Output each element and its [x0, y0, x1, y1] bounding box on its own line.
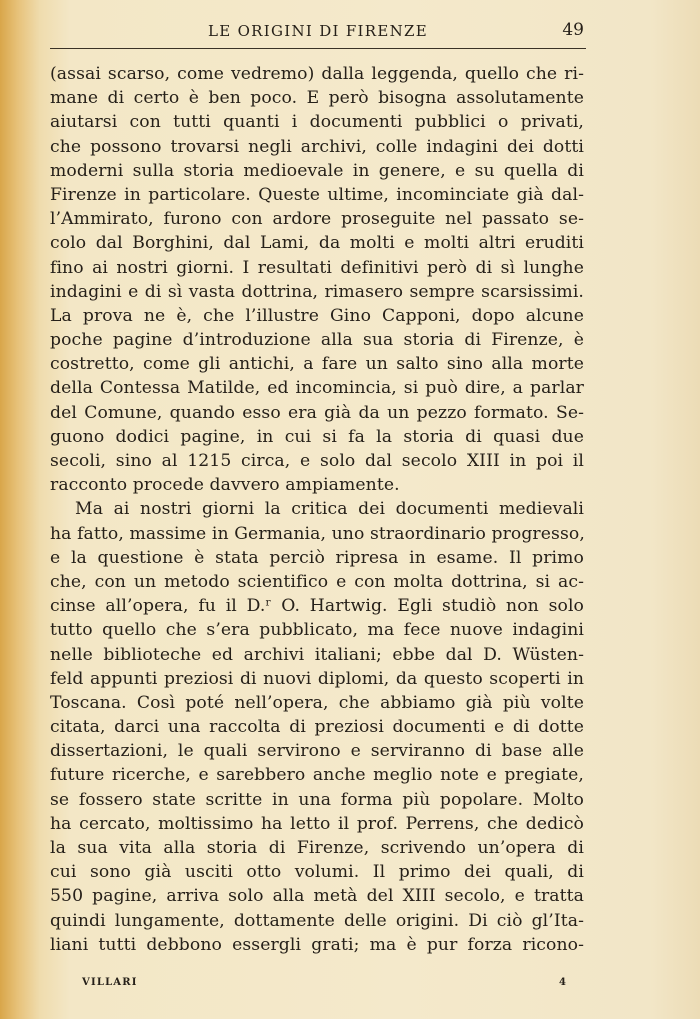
- text-line: l’Ammirato, furono con ardore proseguite nel passato se-: [50, 209, 584, 230]
- signature-number: 4: [559, 977, 566, 988]
- text-line: moderni sulla storia medioevale in genere, e su quella di: [50, 160, 584, 181]
- text-line: della Contessa Matilde, ed incomincia, si può dire, a parlar: [50, 378, 584, 399]
- text-line: cui sono già usciti otto volumi. Il primo dei quali, di: [50, 862, 584, 883]
- text-line: del Comune, quando esso era già da un pezzo formato. Se-: [50, 402, 584, 423]
- text-line: dissertazioni, le quali servirono e serviranno di base alle: [50, 741, 584, 762]
- body-text: [50, 62, 584, 957]
- text-line: Firenze in particolare. Queste ultime, incominciate già dal-: [50, 184, 584, 205]
- text-line: nelle biblioteche ed archivi italiani; ebbe dal D. Wüsten-: [50, 644, 584, 665]
- text-line: aiutarsi con tutti quanti i documenti pubblici o privati,: [50, 112, 584, 133]
- text-line: racconto procede davvero ampiamente.: [50, 475, 400, 496]
- text-line: ha cercato, moltissimo ha letto il prof. Perrens, che dedicò: [50, 813, 584, 834]
- text-line: fino ai nostri giorni. I resultati definitivi però di sì lunghe: [50, 257, 584, 278]
- running-title: LE ORIGINI DI FIRENZE: [207, 22, 428, 40]
- page-number: 49: [562, 20, 584, 40]
- text-line: liani tutti debbono essergli grati; ma è pur forza ricono-: [50, 934, 584, 955]
- text-line: costretto, come gli antichi, a fare un salto sino alla morte: [50, 354, 584, 375]
- text-line: Ma ai nostri giorni la critica dei documenti medievali: [75, 499, 584, 520]
- text-line: 550 pagine, arriva solo alla metà del XIII secolo, e tratta: [50, 886, 584, 907]
- text-line: e la questione è stata perciò ripresa in esame. Il primo: [50, 547, 584, 568]
- text-line: Toscana. Così poté nell’opera, che abbiamo già più volte: [50, 692, 584, 713]
- text-line: La prova ne è, che l’illustre Gino Capponi, dopo alcune: [50, 305, 584, 326]
- text-line: future ricerche, e sarebbero anche meglio note e pregiate,: [50, 765, 584, 786]
- text-line: ha fatto, massime in Germania, uno straordinario progresso,: [50, 523, 585, 544]
- text-line: la sua vita alla storia di Firenze, scrivendo un’opera di: [50, 838, 584, 858]
- text-line: se fossero state scritte in una forma più popolare. Molto: [50, 789, 584, 810]
- text-line: secoli, sino al 1215 circa, e solo dal secolo XIII in poi il: [50, 451, 584, 471]
- text-line: quindi lungamente, dottamente delle origini. Di ciò gl’Ita-: [50, 910, 584, 931]
- text-line: guono dodici pagine, in cui si fa la storia di quasi due: [50, 426, 584, 447]
- text-line: tutto quello che s’era pubblicato, ma fece nuove indagini: [50, 620, 584, 641]
- text-line: cinse all’opera, fu il D.ʳ O. Hartwig. Egli studiò non solo: [50, 596, 584, 617]
- printer-signature: VILLARI: [82, 977, 138, 988]
- text-line: mane di certo è ben poco. E però bisogna assolutamente: [50, 88, 584, 109]
- text-line: feld appunti preziosi di nuovi diplomi, da questo scoperti in: [50, 668, 584, 689]
- text-line: (assai scarso, come vedremo) dalla leggenda, quello che ri-: [50, 64, 584, 84]
- text-line: indagini e di sì vasta dottrina, rimasero sempre scarsissimi.: [50, 281, 584, 302]
- text-line: poche pagine d’introduzione alla sua storia di Firenze, è: [50, 330, 584, 351]
- header-rule: [50, 48, 586, 49]
- page-footer: [50, 975, 584, 999]
- text-line: citata, darci una raccolta di preziosi documenti e di dotte: [50, 717, 584, 738]
- text-line: che, con un metodo scientifico e con molta dottrina, si ac-: [50, 571, 584, 592]
- text-line: che possono trovarsi negli archivi, colle indagini dei dotti: [50, 136, 584, 157]
- running-header: [50, 14, 586, 44]
- text-line: colo dal Borghini, dal Lami, da molti e molti altri eruditi: [50, 233, 584, 254]
